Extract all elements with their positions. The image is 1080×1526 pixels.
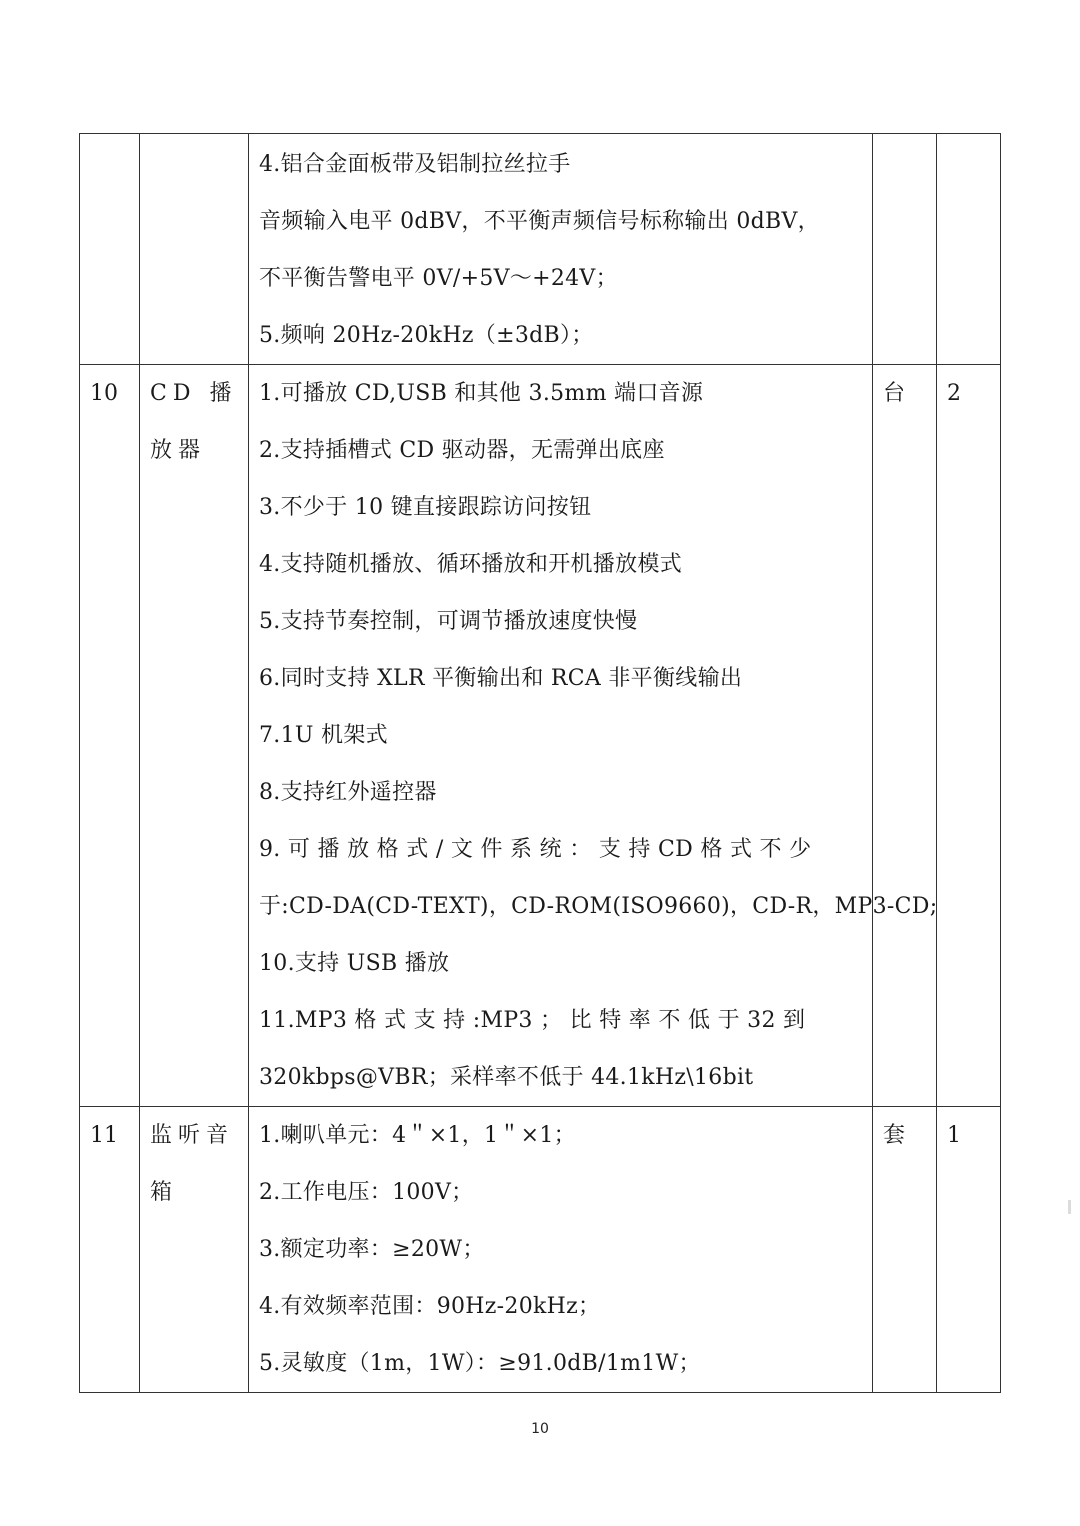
item-number-cell	[80, 134, 140, 365]
spec-cell	[249, 134, 873, 365]
unit-cell: 套	[873, 1107, 937, 1393]
spec-line: 5.支持节奏控制，可调节播放速度快慢	[259, 609, 638, 634]
spec-line: 8.支持红外遥控器	[259, 780, 437, 805]
item-name-cell	[140, 134, 249, 365]
item-number-cell: 10	[80, 365, 140, 1107]
spec-table	[79, 133, 1001, 1393]
spec-line: 4.有效频率范围：90Hz-20kHz；	[259, 1294, 601, 1319]
table-row	[80, 1107, 1001, 1393]
spec-line: 3.额定功率：≥20W；	[259, 1237, 485, 1262]
spec-line: 7.1U 机架式	[259, 723, 388, 748]
unit-cell	[873, 134, 937, 365]
scan-edge-mark	[1068, 1200, 1071, 1214]
spec-line: 4.铝合金面板带及铝制拉丝拉手	[259, 152, 571, 177]
spec-line: 不平衡告警电平 0V/+5V～+24V；	[259, 266, 618, 291]
item-name-cell: CD 播放器	[140, 365, 249, 1107]
quantity-cell: 1	[937, 1107, 1001, 1393]
spec-cell	[249, 1107, 873, 1393]
spec-line: 5.频响 20Hz-20kHz（±3dB）；	[259, 323, 594, 348]
item-number-cell: 11	[80, 1107, 140, 1393]
spec-line: 1.可播放 CD,USB 和其他 3.5mm 端口音源	[259, 381, 704, 406]
spec-cell	[249, 365, 938, 1107]
table-row	[80, 134, 1001, 365]
spec-line: 11.MP3 格 式 支 持 :MP3 ； 比 特 率 不 低 于 32 到	[259, 1008, 806, 1033]
spec-line: 5.灵敏度（1m，1W）：≥91.0dB/1m1W；	[259, 1351, 701, 1376]
quantity-cell: 2	[937, 365, 1001, 1107]
spec-line: 6.同时支持 XLR 平衡输出和 RCA 非平衡线输出	[259, 666, 743, 691]
spec-line: 320kbps@VBR；采样率不低于 44.1kHz\16bit	[259, 1065, 754, 1090]
page-number: 10	[531, 1421, 549, 1437]
unit-cell: 台	[873, 365, 937, 1107]
spec-line: 音频输入电平 0dBV，不平衡声频信号标称输出 0dBV，	[259, 209, 820, 234]
item-name-cell: 监听音箱	[140, 1107, 249, 1393]
spec-line: 2.支持插槽式 CD 驱动器，无需弹出底座	[259, 438, 665, 463]
spec-line: 10.支持 USB 播放	[259, 951, 450, 976]
spec-line: 于:CD-DA(CD-TEXT)，CD-ROM(ISO9660)，CD-R，MP3-CD;	[259, 894, 938, 919]
spec-line: 4.支持随机播放、循环播放和开机播放模式	[259, 552, 682, 577]
spec-line: 9. 可 播 放 格 式 / 文 件 系 统 ： 支 持 CD 格 式 不 少	[259, 837, 812, 862]
table-row	[80, 365, 1001, 1107]
quantity-cell	[937, 134, 1001, 365]
spec-line: 1.喇叭单元：4＂×1，1＂×1；	[259, 1123, 576, 1148]
spec-line: 3.不少于 10 键直接跟踪访问按钮	[259, 495, 592, 520]
spec-line: 2.工作电压：100V；	[259, 1180, 474, 1205]
